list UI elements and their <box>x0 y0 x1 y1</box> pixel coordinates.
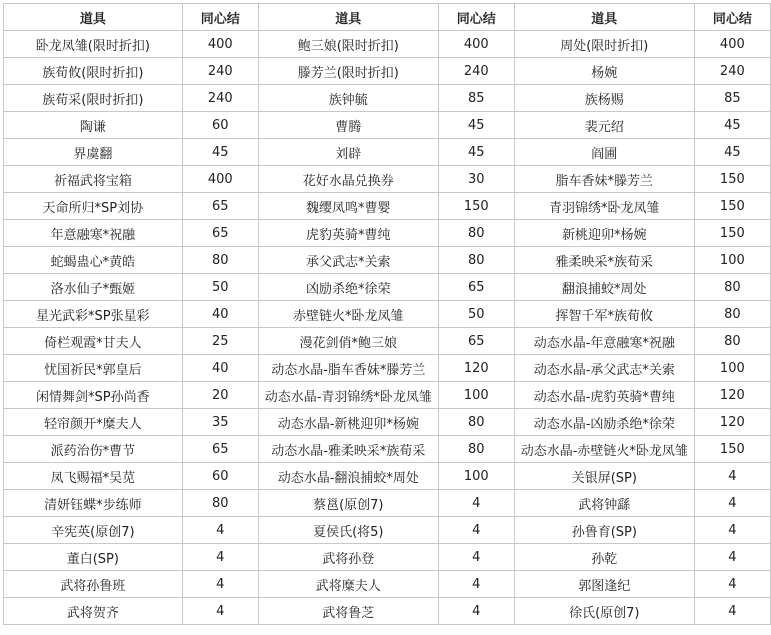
header-item-col1: 道具 <box>4 4 183 31</box>
item-name-cell: 族荀攸(限时折扣) <box>4 58 183 85</box>
item-name-cell: 武将鲁芝 <box>258 598 438 625</box>
item-name-cell: 清妍钰蝶*步练师 <box>4 490 183 517</box>
item-price-cell: 45 <box>182 139 258 166</box>
item-name-cell: 漫花剑俏*鲍三娘 <box>258 328 438 355</box>
item-name-cell: 鲍三娘(限时折扣) <box>258 31 438 58</box>
item-price-cell: 65 <box>438 328 514 355</box>
item-price-cell: 45 <box>438 112 514 139</box>
item-name-cell: 洛水仙子*甄姬 <box>4 274 183 301</box>
item-price-cell: 35 <box>182 409 258 436</box>
item-price-cell: 4 <box>694 598 770 625</box>
item-price-cell: 150 <box>438 193 514 220</box>
table-row <box>4 220 771 247</box>
table-row <box>4 490 771 517</box>
item-name-cell: 刘辟 <box>258 139 438 166</box>
item-name-cell: 倚栏观霞*甘夫人 <box>4 328 183 355</box>
item-name-cell: 虎豹英骑*曹纯 <box>258 220 438 247</box>
item-price-cell: 120 <box>694 409 770 436</box>
item-price-cell: 40 <box>182 355 258 382</box>
table-row <box>4 58 771 85</box>
table-row <box>4 247 771 274</box>
item-name-cell: 动态水晶-翻浪捕蛟*周处 <box>258 463 438 490</box>
table-row <box>4 193 771 220</box>
item-name-cell: 赤壁链火*卧龙凤雏 <box>258 301 438 328</box>
item-price-cell: 100 <box>438 463 514 490</box>
item-price-cell: 120 <box>694 382 770 409</box>
item-name-cell: 族荀采(限时折扣) <box>4 85 183 112</box>
item-name-cell: 武将钟繇 <box>514 490 694 517</box>
item-name-cell: 动态水晶-脂车香妹*滕芳兰 <box>258 355 438 382</box>
table-row <box>4 301 771 328</box>
item-name-cell: 辛宪英(原创7) <box>4 517 183 544</box>
item-name-cell: 脂车香妹*滕芳兰 <box>514 166 694 193</box>
item-price-cell: 150 <box>694 166 770 193</box>
item-name-cell: 蔡邕(原创7) <box>258 490 438 517</box>
item-name-cell: 族杨赐 <box>514 85 694 112</box>
item-price-cell: 50 <box>182 274 258 301</box>
item-name-cell: 轻帘颜开*糜夫人 <box>4 409 183 436</box>
item-price-cell: 65 <box>182 193 258 220</box>
table-row <box>4 598 771 625</box>
item-name-cell: 星光武彩*SP张星彩 <box>4 301 183 328</box>
item-price-cell: 100 <box>438 382 514 409</box>
item-price-cell: 100 <box>694 355 770 382</box>
item-price-cell: 85 <box>694 85 770 112</box>
item-price-cell: 85 <box>438 85 514 112</box>
item-name-cell: 郭图逢纪 <box>514 571 694 598</box>
item-price-cell: 150 <box>694 436 770 463</box>
item-price-cell: 150 <box>694 220 770 247</box>
item-price-cell: 80 <box>694 274 770 301</box>
item-name-cell: 天命所归*SP刘协 <box>4 193 183 220</box>
table-row <box>4 139 771 166</box>
item-name-cell: 陶谦 <box>4 112 183 139</box>
item-name-cell: 动态水晶-虎豹英骑*曹纯 <box>514 382 694 409</box>
item-name-cell: 挥智千军*族荀攸 <box>514 301 694 328</box>
item-name-cell: 武将糜夫人 <box>258 571 438 598</box>
table-row <box>4 274 771 301</box>
item-name-cell: 关银屏(SP) <box>514 463 694 490</box>
item-name-cell: 动态水晶-承父武志*关索 <box>514 355 694 382</box>
table-row <box>4 31 771 58</box>
item-price-cell: 45 <box>694 139 770 166</box>
item-price-cell: 100 <box>694 247 770 274</box>
item-name-cell: 武将孙鲁班 <box>4 571 183 598</box>
table-header-row <box>4 4 771 31</box>
item-name-cell: 雅柔映采*族荀采 <box>514 247 694 274</box>
item-price-cell: 400 <box>438 31 514 58</box>
item-price-cell: 50 <box>438 301 514 328</box>
item-name-cell: 动态水晶-新桃迎卯*杨婉 <box>258 409 438 436</box>
item-price-cell: 4 <box>438 598 514 625</box>
item-name-cell: 派药治伤*曹节 <box>4 436 183 463</box>
table-row <box>4 571 771 598</box>
table-row <box>4 166 771 193</box>
item-price-cell: 4 <box>438 544 514 571</box>
item-name-cell: 花好水晶兑换券 <box>258 166 438 193</box>
table-row <box>4 355 771 382</box>
item-name-cell: 动态水晶-雅柔映采*族荀采 <box>258 436 438 463</box>
item-price-cell: 4 <box>438 517 514 544</box>
item-price-cell: 4 <box>694 571 770 598</box>
item-price-cell: 40 <box>182 301 258 328</box>
item-price-cell: 80 <box>694 328 770 355</box>
item-price-cell: 4 <box>694 463 770 490</box>
item-price-cell: 45 <box>694 112 770 139</box>
item-price-cell: 4 <box>182 571 258 598</box>
table-row <box>4 112 771 139</box>
table-row <box>4 544 771 571</box>
header-item-col3: 道具 <box>514 4 694 31</box>
item-price-cell: 400 <box>694 31 770 58</box>
item-name-cell: 孙乾 <box>514 544 694 571</box>
item-price-cell: 65 <box>438 274 514 301</box>
table-row <box>4 463 771 490</box>
item-price-cell: 4 <box>438 571 514 598</box>
item-price-cell: 240 <box>694 58 770 85</box>
item-name-cell: 年意融寒*祝融 <box>4 220 183 247</box>
item-name-cell: 凶励杀绝*徐荣 <box>258 274 438 301</box>
item-price-cell: 4 <box>694 544 770 571</box>
item-price-cell: 4 <box>438 490 514 517</box>
table-row <box>4 517 771 544</box>
item-price-cell: 150 <box>694 193 770 220</box>
item-name-cell: 曹腾 <box>258 112 438 139</box>
item-price-cell: 4 <box>182 517 258 544</box>
item-price-cell: 80 <box>182 247 258 274</box>
item-name-cell: 董白(SP) <box>4 544 183 571</box>
item-name-cell: 卧龙凤雏(限时折扣) <box>4 31 183 58</box>
table-row <box>4 436 771 463</box>
item-name-cell: 动态水晶-年意融寒*祝融 <box>514 328 694 355</box>
item-price-cell: 30 <box>438 166 514 193</box>
item-name-cell: 裴元绍 <box>514 112 694 139</box>
item-name-cell: 阎圃 <box>514 139 694 166</box>
item-price-cell: 400 <box>182 31 258 58</box>
item-price-cell: 240 <box>182 85 258 112</box>
item-price-cell: 80 <box>438 247 514 274</box>
item-price-cell: 80 <box>182 490 258 517</box>
item-price-cell: 25 <box>182 328 258 355</box>
table-row <box>4 409 771 436</box>
item-name-cell: 动态水晶-凶励杀绝*徐荣 <box>514 409 694 436</box>
table-row <box>4 85 771 112</box>
item-price-cell: 240 <box>438 58 514 85</box>
item-name-cell: 魏缨凤鸣*曹婴 <box>258 193 438 220</box>
exchange-table <box>3 3 771 625</box>
item-name-cell: 忧国祈民*郭皇后 <box>4 355 183 382</box>
header-value-col3: 同心结 <box>694 4 770 31</box>
item-price-cell: 60 <box>182 463 258 490</box>
table-row <box>4 328 771 355</box>
header-item-col2: 道具 <box>258 4 438 31</box>
item-name-cell: 凤飞赐福*吴苋 <box>4 463 183 490</box>
item-name-cell: 孙鲁育(SP) <box>514 517 694 544</box>
item-name-cell: 翻浪捕蛟*周处 <box>514 274 694 301</box>
header-value-col1: 同心结 <box>182 4 258 31</box>
item-price-cell: 4 <box>182 598 258 625</box>
item-price-cell: 65 <box>182 436 258 463</box>
item-price-cell: 45 <box>438 139 514 166</box>
item-name-cell: 蛇蝎蛊心*黄皓 <box>4 247 183 274</box>
item-price-cell: 80 <box>438 409 514 436</box>
table-body <box>4 31 771 625</box>
item-price-cell: 80 <box>438 220 514 247</box>
item-price-cell: 4 <box>694 490 770 517</box>
item-price-cell: 80 <box>694 301 770 328</box>
item-price-cell: 60 <box>182 112 258 139</box>
item-price-cell: 4 <box>182 544 258 571</box>
item-price-cell: 400 <box>182 166 258 193</box>
item-name-cell: 青羽锦绣*卧龙凤雏 <box>514 193 694 220</box>
table-row <box>4 382 771 409</box>
item-name-cell: 承父武志*关索 <box>258 247 438 274</box>
item-price-cell: 240 <box>182 58 258 85</box>
item-name-cell: 徐氏(原创7) <box>514 598 694 625</box>
item-name-cell: 新桃迎卯*杨婉 <box>514 220 694 247</box>
item-name-cell: 武将孙登 <box>258 544 438 571</box>
item-name-cell: 滕芳兰(限时折扣) <box>258 58 438 85</box>
item-price-cell: 20 <box>182 382 258 409</box>
item-price-cell: 4 <box>694 517 770 544</box>
item-name-cell: 武将贺齐 <box>4 598 183 625</box>
item-name-cell: 界虞翻 <box>4 139 183 166</box>
item-name-cell: 祈福武将宝箱 <box>4 166 183 193</box>
header-value-col2: 同心结 <box>438 4 514 31</box>
item-price-cell: 65 <box>182 220 258 247</box>
item-name-cell: 杨婉 <box>514 58 694 85</box>
item-name-cell: 闲情舞剑*SP孙尚香 <box>4 382 183 409</box>
item-name-cell: 动态水晶-青羽锦绣*卧龙凤雏 <box>258 382 438 409</box>
item-name-cell: 周处(限时折扣) <box>514 31 694 58</box>
item-price-cell: 80 <box>438 436 514 463</box>
item-price-cell: 120 <box>438 355 514 382</box>
item-name-cell: 族钟毓 <box>258 85 438 112</box>
item-name-cell: 夏侯氏(将5) <box>258 517 438 544</box>
item-name-cell: 动态水晶-赤壁链火*卧龙凤雏 <box>514 436 694 463</box>
